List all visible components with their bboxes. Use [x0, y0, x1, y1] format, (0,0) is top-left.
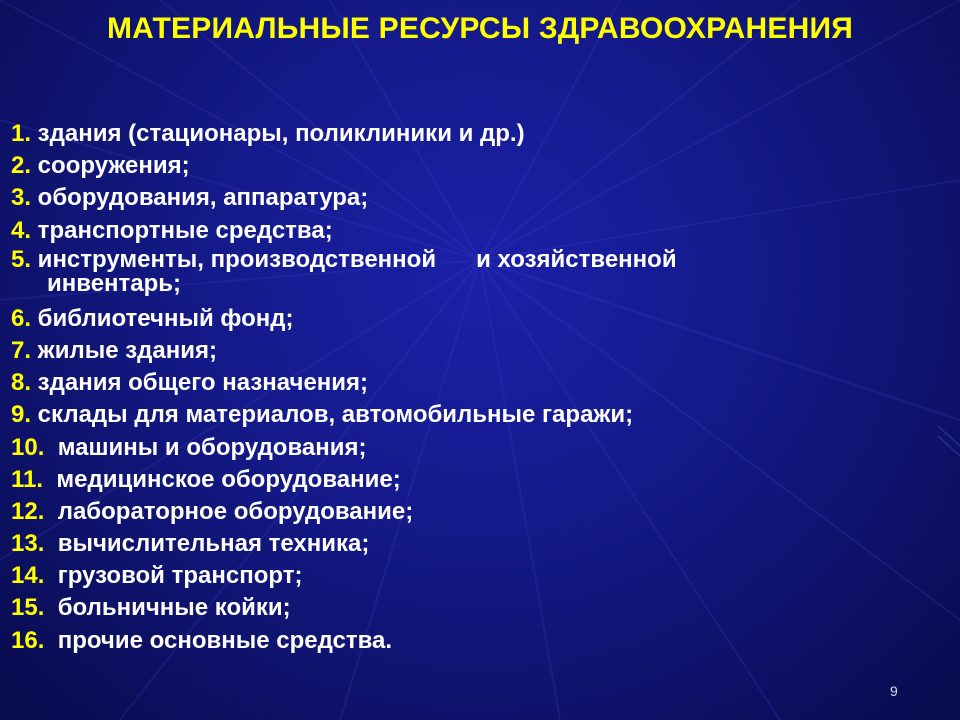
- list-item: [11, 335, 677, 367]
- item-text: инструменты, производственной и хозяйственной: [31, 245, 677, 273]
- item-text: прочие основные средства.: [44, 626, 393, 654]
- item-number: 4.: [11, 216, 32, 244]
- item-text: лабораторное оборудование;: [44, 497, 414, 525]
- item-text: грузовой транспорт;: [44, 562, 303, 590]
- item-text: транспортные средства;: [31, 216, 333, 244]
- item-number: 8.: [11, 369, 32, 397]
- item-number: 14.: [11, 562, 45, 590]
- list-item: [11, 150, 677, 182]
- item-text: машины и оборудования;: [44, 433, 367, 461]
- list-item: [11, 560, 677, 592]
- item-number: 11.: [11, 465, 44, 493]
- list-item: [11, 303, 677, 335]
- list-item: [11, 496, 677, 528]
- item-number: 6.: [11, 304, 32, 332]
- page-number: 9: [890, 683, 898, 699]
- list-item: [11, 625, 677, 657]
- item-number: 12.: [11, 497, 45, 525]
- list-item: [11, 464, 677, 496]
- item-text: больничные койки;: [44, 594, 291, 622]
- resource-list: [11, 118, 677, 657]
- item-number: 13.: [11, 530, 45, 558]
- item-number: 7.: [11, 336, 32, 364]
- list-item: [11, 592, 677, 624]
- item-text-continuation: инвентарь;: [47, 269, 182, 297]
- item-number: 1.: [11, 120, 32, 147]
- item-text: склады для материалов, автомобильные гаражи;: [31, 401, 634, 429]
- item-text: жилые здания;: [31, 336, 217, 364]
- item-text: здания (стационары, поликлиники и др.): [31, 120, 525, 147]
- list-item: [11, 367, 677, 399]
- list-item: [11, 215, 677, 247]
- item-number: 16.: [11, 626, 45, 654]
- item-text: библиотечный фонд;: [31, 304, 294, 332]
- slide-title: МАТЕРИАЛЬНЫЕ РЕСУРСЫ ЗДРАВООХРАНЕНИЯ: [106, 12, 854, 45]
- item-text: здания общего назначения;: [31, 369, 369, 397]
- item-number: 2.: [11, 152, 32, 180]
- list-item: [11, 182, 677, 214]
- item-number: 9.: [11, 401, 32, 429]
- item-number: 15.: [11, 594, 45, 622]
- item-number: 10.: [11, 433, 45, 461]
- item-text: вычислительная техника;: [44, 530, 370, 558]
- list-item: [11, 247, 677, 303]
- list-item: [11, 399, 677, 431]
- list-item: [11, 432, 677, 464]
- list-item: [11, 528, 677, 560]
- item-text: оборудования, аппаратура;: [31, 184, 369, 212]
- item-text: медицинское оборудование;: [43, 465, 401, 493]
- item-number: 5.: [11, 245, 32, 273]
- item-text: сооружения;: [31, 152, 190, 180]
- item-number: 3.: [11, 184, 32, 212]
- list-item: [11, 118, 677, 150]
